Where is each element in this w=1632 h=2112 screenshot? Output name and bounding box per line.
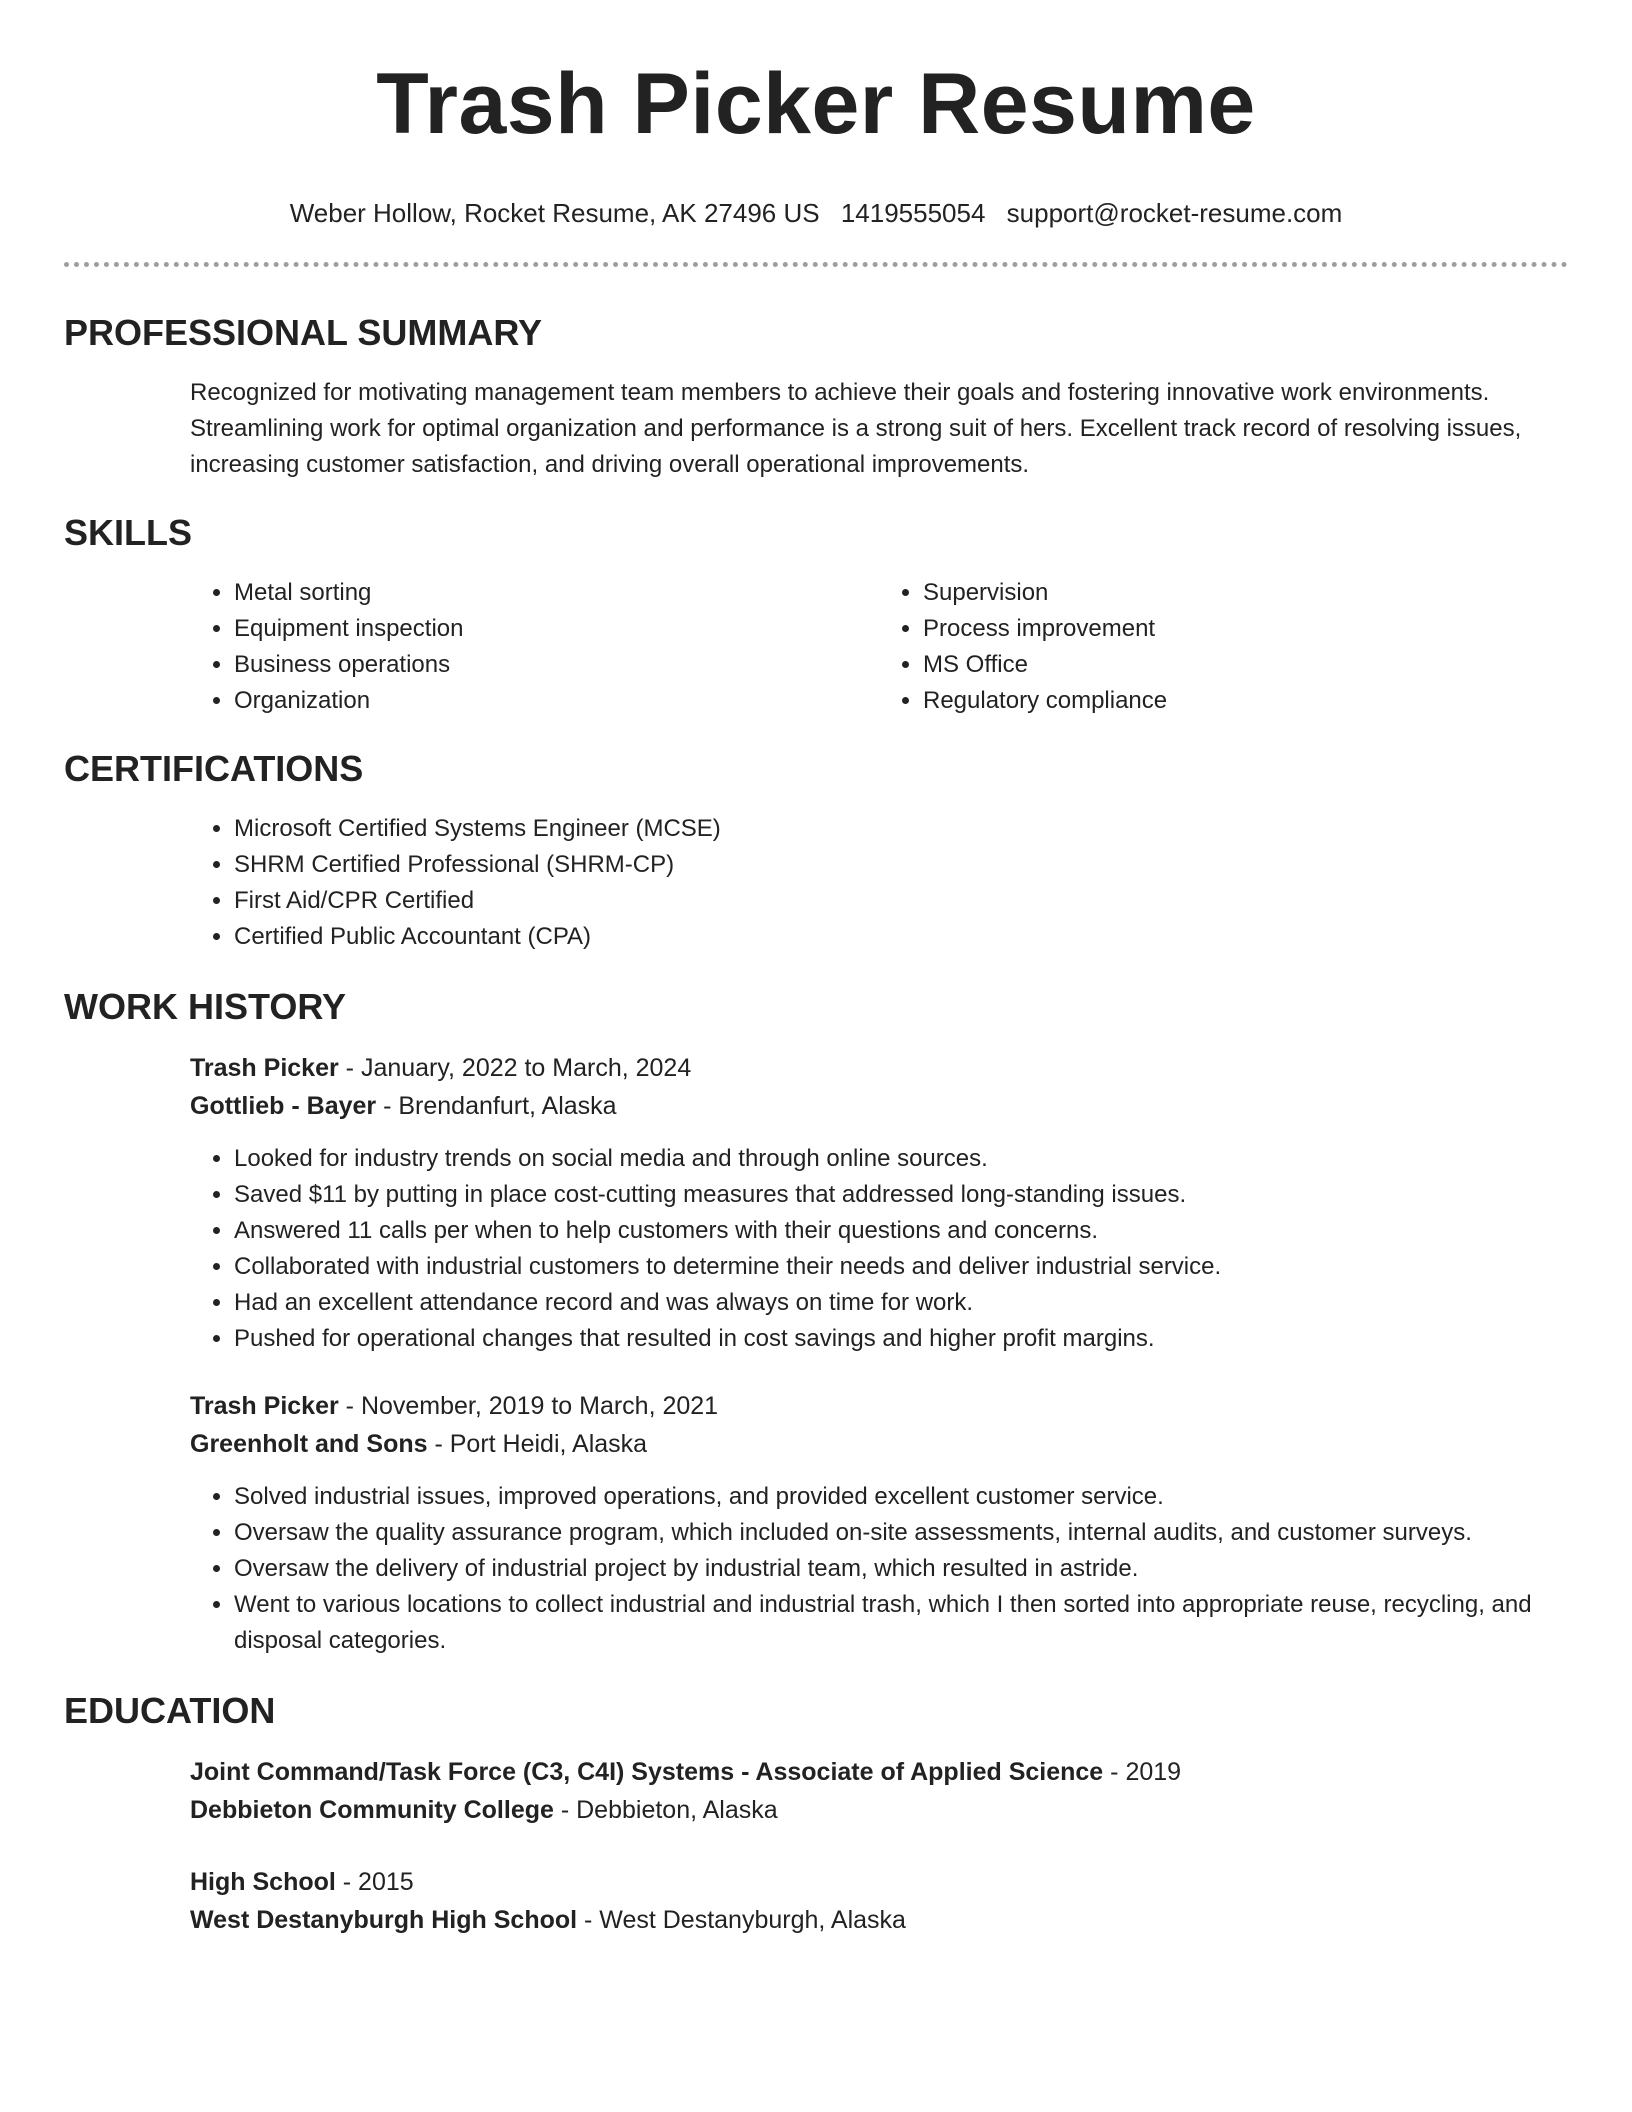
- job-dates: January, 2022 to March, 2024: [360, 1054, 692, 1082]
- skills-section: [64, 511, 1568, 719]
- education-location: Debbieton, Alaska: [576, 1796, 778, 1824]
- job-title: Trash Picker: [190, 1392, 339, 1420]
- work-history-section: [64, 985, 1568, 1659]
- job-company-line: Gottlieb - Bayer - Brendanfurt, Alaska: [190, 1092, 617, 1120]
- education-degree: High School: [190, 1868, 336, 1896]
- contact-phone: 1419555054: [840, 198, 986, 228]
- job-bullet: • Answered 11 calls per when to help customers with their questions and concerns.: [234, 1213, 1568, 1249]
- skill-item: • MS Office: [923, 647, 1568, 683]
- job-title-line: Trash Picker - January, 2022 to March, 2024: [190, 1054, 692, 1082]
- skills-heading: SKILLS: [64, 512, 193, 553]
- education-degree-line: Joint Command/Task Force (C3, C4I) Systems - Associate of Applied Science - 2019: [190, 1758, 1182, 1786]
- job-title-line: Trash Picker - November, 2019 to March, 2021: [190, 1392, 719, 1420]
- job-dates: November, 2019 to March, 2021: [360, 1392, 719, 1420]
- skill-item: • Organization: [234, 683, 879, 719]
- header-divider: [64, 262, 1568, 267]
- job-title: Trash Picker: [190, 1054, 339, 1082]
- certification-item: • Certified Public Accountant (CPA): [234, 919, 1568, 955]
- certifications-list: [190, 811, 1568, 955]
- education-location: West Destanyburgh, Alaska: [599, 1906, 906, 1934]
- skills-columns: [190, 575, 1568, 719]
- summary-section: [64, 311, 1568, 483]
- job-bullet: • Saved $11 by putting in place cost-cutting measures that addressed long-standing issues.: [234, 1177, 1568, 1213]
- job-bullet: • Had an excellent attendance record and was always on time for work.: [234, 1285, 1568, 1321]
- job-bullet: • Pushed for operational changes that resulted in cost savings and higher profit margins.: [234, 1321, 1568, 1357]
- education-entry: [190, 1863, 1568, 1939]
- job-company: Greenholt and Sons: [190, 1430, 428, 1458]
- skills-list-left: [190, 575, 879, 719]
- education-section: [64, 1689, 1568, 1939]
- job-entry: [190, 1049, 1568, 1357]
- skill-item: • Process improvement: [923, 611, 1568, 647]
- job-company-line: Greenholt and Sons - Port Heidi, Alaska: [190, 1430, 648, 1458]
- skill-item: • Supervision: [923, 575, 1568, 611]
- job-bullet: • Oversaw the quality assurance program, which included on-site assessments, internal audits, and customer surveys.: [234, 1515, 1568, 1551]
- contact-email: support@rocket-resume.com: [1006, 198, 1343, 228]
- education-school: West Destanyburgh High School: [190, 1906, 578, 1934]
- work-history-heading: WORK HISTORY: [64, 986, 347, 1027]
- certification-item: • SHRM Certified Professional (SHRM-CP): [234, 847, 1568, 883]
- summary-text: Recognized for motivating management team members to achieve their goals and fostering innovative work environments. Streamlining work for optimal organization and performance is a strong suit of hers. Excellent track record of resolving issues, increasing customer satisfaction, and driving overall operational improvements.: [190, 379, 1522, 478]
- job-bullet: • Looked for industry trends on social media and through online sources.: [234, 1141, 1568, 1177]
- education-year: 2019: [1125, 1758, 1182, 1786]
- job-bullets: [190, 1141, 1568, 1357]
- education-school-line: Debbieton Community College - Debbieton, Alaska: [190, 1796, 778, 1824]
- job-bullet: • Collaborated with industrial customers to determine their needs and deliver industrial service.: [234, 1249, 1568, 1285]
- skills-list-right: [879, 575, 1568, 719]
- skill-item: • Regulatory compliance: [923, 683, 1568, 719]
- skill-item: • Metal sorting: [234, 575, 879, 611]
- education-entry: [190, 1753, 1568, 1829]
- job-bullet: • Oversaw the delivery of industrial project by industrial team, which resulted in astride.: [234, 1551, 1568, 1587]
- education-heading: EDUCATION: [64, 1690, 276, 1731]
- job-location: Port Heidi, Alaska: [449, 1430, 648, 1458]
- resume-title: Trash Picker Resume: [376, 56, 1256, 152]
- certification-item: • Microsoft Certified Systems Engineer (MCSE): [234, 811, 1568, 847]
- education-degree: Joint Command/Task Force (C3, C4I) Systems - Associate of Applied Science: [190, 1758, 1104, 1786]
- job-bullet: • Went to various locations to collect industrial and industrial trash, which I then sorted into appropriate reuse, recycling, and disposal categories.: [234, 1587, 1568, 1659]
- job-bullet: • Solved industrial issues, improved operations, and provided excellent customer service.: [234, 1479, 1568, 1515]
- certifications-section: [64, 747, 1568, 955]
- education-degree-line: High School - 2015: [190, 1868, 414, 1896]
- skill-item: • Business operations: [234, 647, 879, 683]
- job-entry: [190, 1387, 1568, 1659]
- education-year: 2015: [358, 1868, 414, 1896]
- certification-item: • First Aid/CPR Certified: [234, 883, 1568, 919]
- contact-line: [64, 196, 1568, 230]
- job-company: Gottlieb - Bayer: [190, 1092, 377, 1120]
- education-school: Debbieton Community College: [190, 1796, 554, 1824]
- skill-item: • Equipment inspection: [234, 611, 879, 647]
- contact-address: Weber Hollow, Rocket Resume, AK 27496 US: [289, 198, 820, 228]
- job-bullets: [190, 1479, 1568, 1659]
- education-school-line: West Destanyburgh High School - West Destanyburgh, Alaska: [190, 1906, 906, 1934]
- job-location: Brendanfurt, Alaska: [398, 1092, 617, 1120]
- certifications-heading: CERTIFICATIONS: [64, 748, 364, 789]
- summary-heading: PROFESSIONAL SUMMARY: [64, 312, 543, 353]
